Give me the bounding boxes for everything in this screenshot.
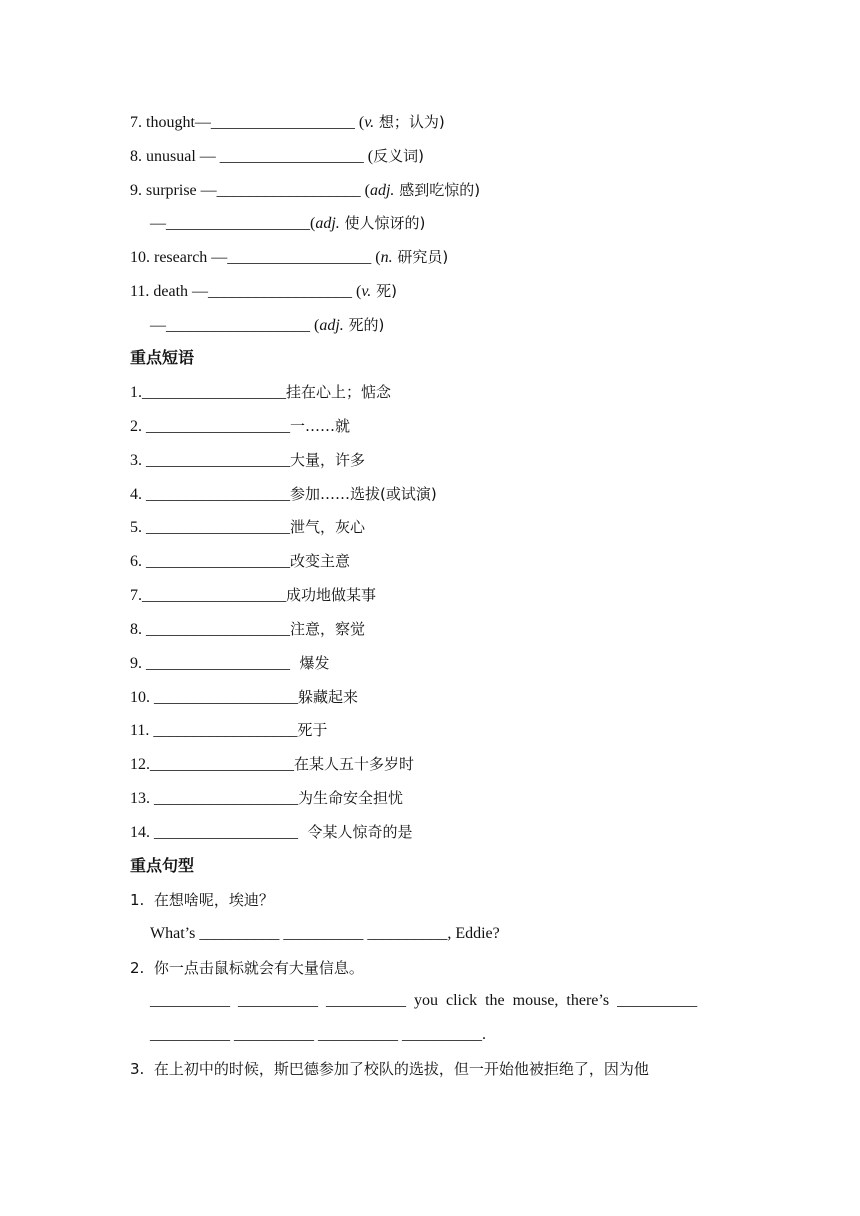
section-heading-sentences: 重点句型 <box>130 856 195 875</box>
sentence-1-chinese: 1. 在想啥呢，埃迪？ <box>130 891 274 909</box>
sentence-2-chinese: 2. 你一点击鼠标就会有大量信息。 <box>130 959 364 977</box>
phrase-item: 10. __________________躲藏起来 <box>130 688 359 706</box>
sentence-2-english-line-2: __________ __________ __________ __________. <box>150 1026 486 1043</box>
phrase-item: 3. __________________大量，许多 <box>130 451 366 469</box>
sentence-2-english-line-1: __________ __________ __________ you click the mouse, there’s __________ <box>150 992 698 1009</box>
vocab-item: 7. thought—__________________ (v. 想；认为) <box>130 113 445 131</box>
vocab-item: 9. surprise —__________________ (adj. 感到吃惊的) <box>130 181 481 199</box>
phrase-item: 6. __________________改变主意 <box>130 552 351 570</box>
phrase-item: 5. __________________泄气，灰心 <box>130 518 366 536</box>
vocab-item: 10. research —__________________ (n. 研究员) <box>130 248 449 266</box>
phrase-item: 8. __________________注意，察觉 <box>130 620 366 638</box>
phrase-item: 4. __________________参加……选拔(或试演) <box>130 485 437 503</box>
vocab-item: 11. death —__________________ (v. 死) <box>130 282 397 300</box>
phrase-item: 2. __________________一……就 <box>130 417 351 435</box>
phrase-item: 13. __________________为生命安全担忧 <box>130 789 404 807</box>
sentence-1-english: What’s __________ __________ __________, Eddie? <box>150 925 500 942</box>
vocab-item: —__________________ (adj. 死的) <box>150 316 385 334</box>
vocab-item: —__________________(adj. 使人惊讶的) <box>150 214 426 232</box>
phrase-item: 11. __________________死于 <box>130 721 328 739</box>
vocab-item: 8. unusual — __________________ (反义词) <box>130 147 424 165</box>
sentence-3-chinese: 3. 在上初中的时候，斯巴德参加了校队的选拔，但一开始他被拒绝了，因为他 <box>130 1060 649 1078</box>
phrase-item: 9. __________________ 爆发 <box>130 654 330 672</box>
phrase-item: 12.__________________在某人五十多岁时 <box>130 755 415 773</box>
phrase-item: 1.__________________挂在心上；惦念 <box>130 383 392 401</box>
phrase-item: 7.__________________成功地做某事 <box>130 586 377 604</box>
phrase-item: 14. __________________ 令某人惊奇的是 <box>130 823 413 841</box>
section-heading-phrases: 重点短语 <box>130 348 195 367</box>
